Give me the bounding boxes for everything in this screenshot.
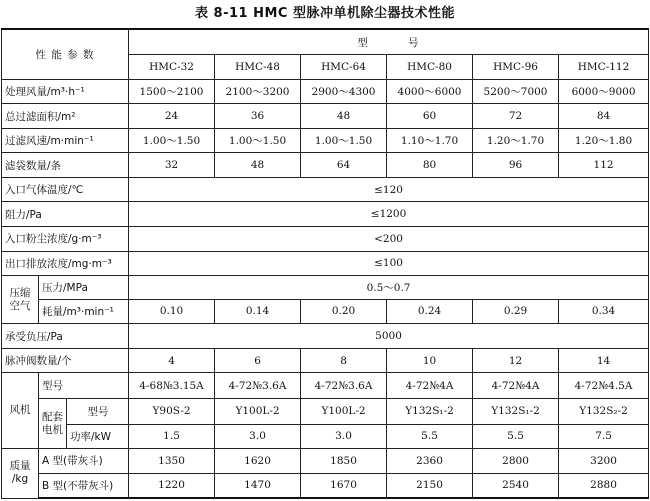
cell: 8 <box>301 348 387 373</box>
cell: ≤120 <box>129 177 649 202</box>
cell: 60 <box>387 104 473 129</box>
row-label: 入口粉尘浓度/g·m⁻³ <box>2 227 129 252</box>
cell: 1.20～1.70 <box>473 128 559 153</box>
group-label-line: 压缩 <box>9 286 31 299</box>
row-label: 压力/MPa <box>39 276 129 300</box>
cell: 5.5 <box>387 424 473 449</box>
group-label <box>39 398 67 448</box>
table-row <box>2 128 649 153</box>
cell: 64 <box>301 153 387 178</box>
group-label <box>2 449 39 498</box>
cell: Y132S₂-2 <box>559 398 649 424</box>
cell: 5.5 <box>473 424 559 449</box>
cell: 72 <box>473 104 559 129</box>
cell: 2360 <box>387 449 473 474</box>
param-header: 性 能 参 数 <box>2 29 129 79</box>
cell: 1350 <box>129 449 215 474</box>
row-label: 型号 <box>67 398 129 424</box>
spec-table <box>1 28 649 499</box>
cell: 7.5 <box>559 424 649 449</box>
cell: 3.0 <box>215 424 301 449</box>
cell: 84 <box>559 104 649 129</box>
cell: 10 <box>387 348 473 373</box>
cell: 96 <box>473 153 559 178</box>
cell: 3200 <box>559 449 649 474</box>
model-name: HMC-96 <box>473 55 559 80</box>
cell: 1.00～1.50 <box>129 128 215 153</box>
row-label: B 型(不带灰斗) <box>39 473 129 498</box>
table-row <box>2 251 649 276</box>
cell: 0.24 <box>387 299 473 324</box>
cell: 4-72№3.6A <box>301 373 387 399</box>
cell: 1670 <box>301 473 387 498</box>
table-row <box>2 202 649 227</box>
group-label-line: 配套 <box>42 410 63 423</box>
row-label: 脉冲阀数量/个 <box>2 348 129 373</box>
table-row <box>2 348 649 373</box>
model-name: HMC-112 <box>559 55 649 80</box>
cell: 0.10 <box>129 299 215 324</box>
cell: Y100L-2 <box>215 398 301 424</box>
cell: 24 <box>129 104 215 129</box>
group-label-line: 电机 <box>42 423 63 436</box>
group-label-line: 质量 <box>9 460 31 473</box>
cell: ≤1200 <box>129 202 649 227</box>
table-row <box>2 373 649 399</box>
model-name: HMC-80 <box>387 55 473 80</box>
model-name: HMC-48 <box>215 55 301 80</box>
cell: 112 <box>559 153 649 178</box>
row-label: 功率/kW <box>67 424 129 449</box>
cell: 1850 <box>301 449 387 474</box>
cell: 1.10～1.70 <box>387 128 473 153</box>
row-label: 型号 <box>39 373 129 399</box>
table-row <box>2 276 649 300</box>
table-row <box>2 424 649 449</box>
cell: 1.5 <box>129 424 215 449</box>
cell: 2150 <box>387 473 473 498</box>
row-label: 处理风量/m³·h⁻¹ <box>2 79 129 104</box>
cell: 4-72№4A <box>473 373 559 399</box>
cell: 2880 <box>559 473 649 498</box>
table-row <box>2 299 649 324</box>
cell: 2540 <box>473 473 559 498</box>
cell: 1.20～1.80 <box>559 128 649 153</box>
cell: 48 <box>215 153 301 178</box>
cell: 5200～7000 <box>473 79 559 104</box>
cell: 0.14 <box>215 299 301 324</box>
cell: 2100～3200 <box>215 79 301 104</box>
cell: Y90S-2 <box>129 398 215 424</box>
table-row <box>2 153 649 178</box>
cell: 36 <box>215 104 301 129</box>
cell: 80 <box>387 153 473 178</box>
cell: 0.5～0.7 <box>129 276 649 300</box>
cell: ≤100 <box>129 251 649 276</box>
model-name: HMC-32 <box>129 55 215 80</box>
group-label-line: /kg <box>11 473 29 486</box>
cell: 1.00～1.50 <box>215 128 301 153</box>
cell: 1500～2100 <box>129 79 215 104</box>
cell: 4-68№3.15A <box>129 373 215 399</box>
cell: 0.20 <box>301 299 387 324</box>
cell: <200 <box>129 227 649 252</box>
cell: 1620 <box>215 449 301 474</box>
cell: 0.29 <box>473 299 559 324</box>
cell: 0.34 <box>559 299 649 324</box>
cell: 2900～4300 <box>301 79 387 104</box>
group-label <box>2 276 39 324</box>
model-header: 型 号 <box>129 29 649 55</box>
cell: 6 <box>215 348 301 373</box>
table-row <box>2 227 649 252</box>
cell: 6000～9000 <box>559 79 649 104</box>
cell: 1220 <box>129 473 215 498</box>
cell: 4-72№4.5A <box>559 373 649 399</box>
group-label: 风机 <box>2 373 39 449</box>
cell: 3.0 <box>301 424 387 449</box>
table-row <box>2 177 649 202</box>
table-row <box>2 398 649 424</box>
cell: 48 <box>301 104 387 129</box>
row-label: 阻力/Pa <box>2 202 129 227</box>
cell: 4-72№3.6A <box>215 373 301 399</box>
cell: 4000～6000 <box>387 79 473 104</box>
row-label: 承受负压/Pa <box>2 324 129 349</box>
row-label: 耗量/m³·min⁻¹ <box>39 299 129 324</box>
model-name: HMC-64 <box>301 55 387 80</box>
table-row <box>2 473 649 498</box>
row-label: 滤袋数量/条 <box>2 153 129 178</box>
table-row <box>2 79 649 104</box>
cell: Y100L-2 <box>301 398 387 424</box>
cell: 1.00～1.50 <box>301 128 387 153</box>
cell: 1470 <box>215 473 301 498</box>
table-row <box>2 104 649 129</box>
row-label: 入口气体温度/℃ <box>2 177 129 202</box>
cell: 4 <box>129 348 215 373</box>
cell: Y132S₁-2 <box>473 398 559 424</box>
cell: 12 <box>473 348 559 373</box>
cell: Y132S₁-2 <box>387 398 473 424</box>
table-row <box>2 449 649 474</box>
row-label: 过滤风速/m·min⁻¹ <box>2 128 129 153</box>
cell: 2800 <box>473 449 559 474</box>
table-row <box>2 324 649 349</box>
row-label: A 型(带灰斗) <box>39 449 129 474</box>
row-label: 出口排放浓度/mg·m⁻³ <box>2 251 129 276</box>
cell: 5000 <box>129 324 649 349</box>
row-label: 总过滤面积/m² <box>2 104 129 129</box>
group-label-line: 空气 <box>9 299 31 312</box>
cell: 4-72№4A <box>387 373 473 399</box>
table-title: 表 8-11 HMC 型脉冲单机除尘器技术性能 <box>195 6 455 21</box>
cell: 14 <box>559 348 649 373</box>
cell: 32 <box>129 153 215 178</box>
